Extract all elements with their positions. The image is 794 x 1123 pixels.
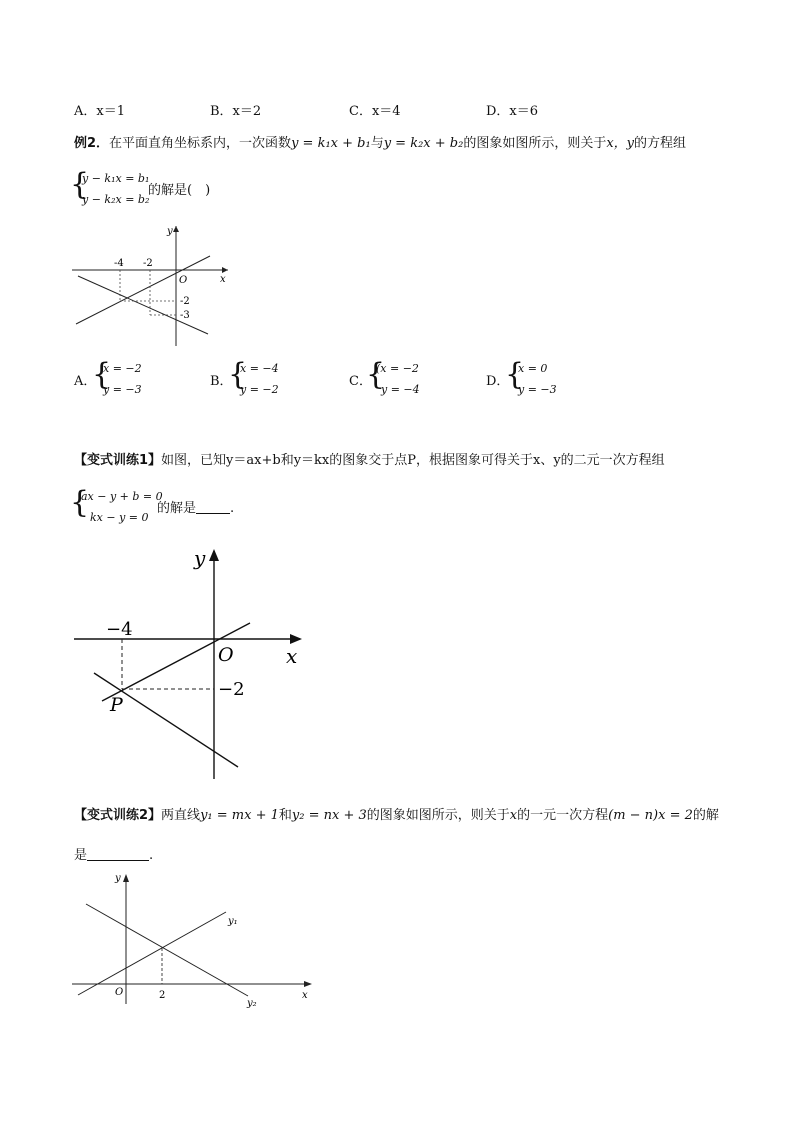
example2-graph (68, 222, 238, 352)
variant1-suffix: 的解是 (157, 501, 197, 516)
origin-label: O (179, 275, 188, 286)
tick-x-neg4: −4 (106, 619, 133, 640)
ex2-option-a-brace: { (92, 357, 112, 392)
ex2-option-c-letter: C． (349, 374, 372, 389)
variant2-line2-prefix: 是 (74, 848, 88, 863)
variant1-answer-line (157, 501, 234, 517)
option-c: C．x＝4 (349, 104, 401, 119)
ex2-option-a-line1: x = −2 (103, 362, 142, 375)
example2-sys-line1: y − k₁x = b₁ (82, 172, 150, 185)
tick-x-neg2: -2 (143, 258, 153, 269)
variant1-graph (68, 545, 308, 785)
ex2-option-d-letter: D． (486, 374, 510, 389)
example2-text3: 的图象如图所示，则关于 (463, 136, 607, 151)
variant2-answer-blank[interactable] (87, 848, 149, 861)
variant1-sys-line2: kx − y = 0 (90, 511, 149, 524)
ex2-option-d-line2: y = −3 (518, 383, 557, 396)
ex2-option-c-line2: y = −4 (381, 383, 420, 396)
variant1-answer-blank[interactable] (196, 501, 230, 514)
axis-label-x: x (302, 990, 308, 1001)
example2-label: 例2． (74, 136, 110, 151)
example2-suffix: 的解是( ) (148, 183, 211, 198)
line-y1 (78, 912, 226, 995)
variant1-statement (74, 453, 665, 469)
line-y2 (86, 904, 248, 996)
y-axis-arrow (173, 226, 179, 232)
variant1-text: 如图，已知y＝ax+b和y＝kx的图象交于点P，根据图象可得关于x、y的二元一次方程组 (161, 453, 665, 468)
example2-text1: 在平面直角坐标系内，一次函数 (109, 136, 292, 151)
variant2-text5: 的解 (692, 808, 719, 823)
variant1-label: 【变式训练1】 (74, 453, 162, 468)
origin-label: O (218, 644, 234, 666)
ex2-option-b-brace: { (228, 357, 248, 392)
ex2-option-a-letter: A． (74, 374, 97, 389)
example2-sys-line2: y − k₂x = b₂ (82, 193, 150, 206)
example2-vars: x，y (606, 136, 635, 151)
variant2-eq3: (m − n)x = 2 (608, 808, 693, 823)
axis-label-y: y (194, 546, 206, 570)
ex2-option-b-letter: B． (210, 374, 233, 389)
variant2-text1: 两直线 (161, 808, 201, 823)
tick-y-neg3: -3 (180, 310, 190, 321)
variant2-text4: 的一元一次方程 (517, 808, 609, 823)
label-y1: y₁ (228, 916, 238, 927)
ex2-option-a-line2: y = −3 (103, 383, 142, 396)
ex2-option-c-line1: (x = −2 (376, 362, 419, 375)
example2-text2: 与 (370, 136, 384, 151)
variant2-answer-line (74, 848, 153, 864)
example2-eq2: y = k₂x + b₂ (383, 136, 464, 151)
variant1-system-brace: { (70, 485, 90, 520)
axis-label-x: x (286, 644, 298, 668)
ex2-option-b-line2: y = −2 (240, 383, 279, 396)
axis-label-y: y (115, 873, 121, 884)
ex2-option-d-line1: x = 0 (518, 362, 548, 375)
line-ax-plus-b (94, 673, 238, 767)
ex2-option-c-brace: { (366, 357, 386, 392)
tick-x-neg4: -4 (114, 258, 124, 269)
x-axis-arrow (290, 634, 302, 644)
axis-label-x: x (220, 274, 226, 285)
variant2-var: x (509, 808, 518, 823)
variant2-graph (68, 868, 318, 1008)
tick-y-neg2: −2 (218, 679, 245, 700)
option-a: A．x＝1 (74, 104, 125, 119)
variant1-end: . (230, 501, 235, 516)
x-axis-arrow (222, 267, 228, 273)
variant2-text2: 和 (278, 808, 292, 823)
axis-label-y: y (167, 226, 173, 237)
example2-system-brace: { (70, 167, 90, 202)
variant2-end: . (149, 848, 154, 863)
variant2-text3: 的图象如图所示，则关于 (366, 808, 510, 823)
origin-label: O (115, 987, 124, 998)
example2-eq1: y = k₁x + b₁ (291, 136, 371, 151)
variant2-label: 【变式训练2】 (74, 808, 162, 823)
variant1-sys-line1: ax − y + b = 0 (81, 490, 163, 503)
y-axis-arrow (123, 874, 129, 882)
tick-y-neg2: -2 (180, 296, 190, 307)
example2-text4: 的方程组 (634, 136, 687, 151)
option-d: D．x＝6 (486, 104, 539, 119)
tick-x-2: 2 (159, 990, 166, 1001)
variant2-eq2: y₂ = nx + 3 (291, 808, 367, 823)
example2-statement (74, 136, 686, 152)
point-p-label: P (110, 694, 123, 716)
label-y2: y₂ (247, 998, 257, 1008)
variant2-eq1: y₁ = mx + 1 (200, 808, 279, 823)
ex2-option-b-line1: x = −4 (240, 362, 279, 375)
x-axis-arrow (304, 981, 312, 987)
variant2-statement (74, 808, 719, 824)
ex2-option-d-brace: { (505, 357, 525, 392)
option-b: B．x＝2 (210, 104, 262, 119)
y-axis-arrow (209, 549, 219, 561)
